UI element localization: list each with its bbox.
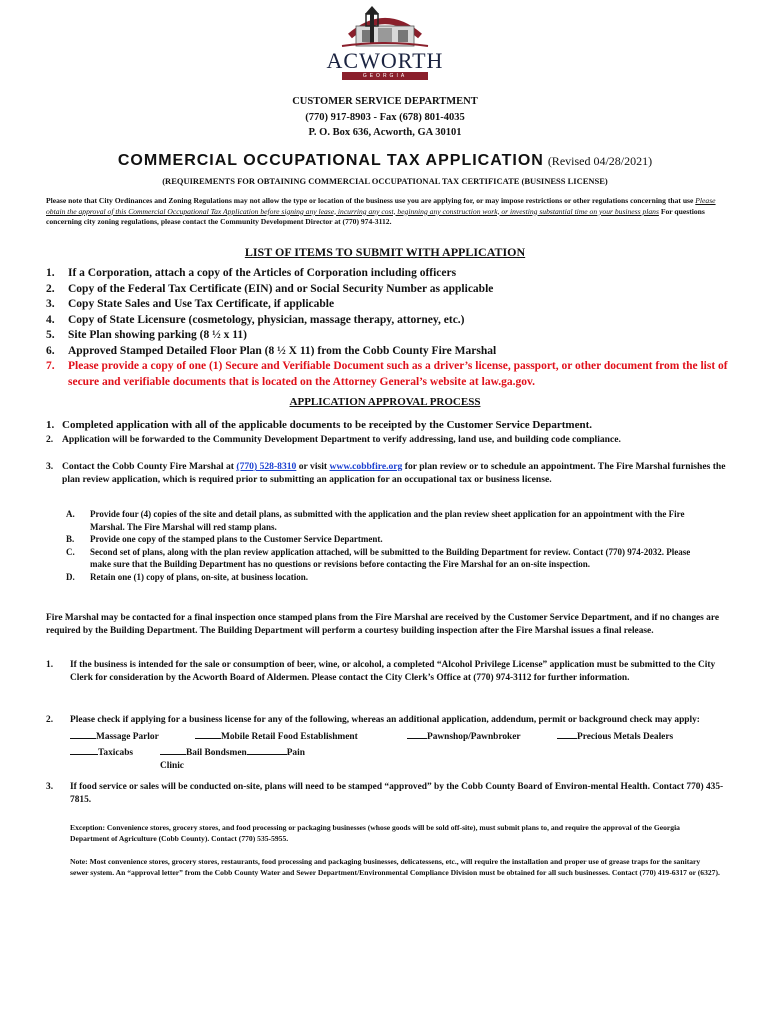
department-name: CUSTOMER SERVICE DEPARTMENT <box>292 96 478 107</box>
checkbox-bail-bondsmen[interactable]: Bail Bondsmen Pain Clinic <box>160 744 330 773</box>
list-heading: LIST OF ITEMS TO SUBMIT WITH APPLICATION <box>244 245 526 259</box>
logo-wordmark: ACWORTH <box>326 48 444 73</box>
grease-trap-note: Note: Most convenience stores, grocery stores, restaurants, food processing and packaging businesses, delicatessens, etc., will require the installation and proper use of grease traps for the sanitary sewer system. An “approval letter” from the Cobb County Water and Sewer Department/Environmental Compliance Division must be obtained for all such businesses. Contact (770) 419-6317 or (6327). <box>70 857 720 877</box>
list-item: 6. Approved Stamped Detailed Floor Plan (8 ½ X 11) from the Cobb County Fire Marshal <box>46 344 497 357</box>
logo-state: GEORGIA <box>362 73 408 79</box>
sub-step: A. Provide four (4) copies of the site and detail plans, as submitted with the application and the plan review sheet application for an appointment with the Fire Marshal. The Fire Marshal will red stamp plans. <box>66 509 685 532</box>
exception-note: Exception: Convenience stores, grocery stores, and food processing or packaging businesses (whose goods will be sold off-site), must submit plans to, and require the approval of the Georgia Department of Agriculture (Cobb County). Contact (770) 535-5955. <box>70 823 680 843</box>
checkbox-taxicabs[interactable]: Taxicabs <box>70 744 160 773</box>
list-item: 3. Copy State Sales and Use Tax Certificate, if applicable <box>46 298 335 310</box>
approval-step-1: 1. Completed application with all of the applicable documents to be receipted by the Customer Service Department. <box>46 419 592 431</box>
zoning-notice <box>46 196 726 228</box>
list-item: 2. Copy of the Federal Tax Certificate (EIN) and or Social Security Number as applicable <box>46 282 494 295</box>
sub-step: C. Second set of plans, along with the plan review application attached, will be submitted to the Building Department for review. Contact (770) 974-2032. Please make sure that the Building Department has no questions or revisions before contacting the Fire Marshal for an on-site inspection. <box>66 546 691 569</box>
form-title <box>0 152 770 170</box>
list-item: 4. Copy of State Licensure (cosmetology, physician, massage therapy, attorney, etc.) <box>46 313 465 326</box>
department-phone: (770) 917-8903 - Fax (678) 801-4035 <box>305 112 465 123</box>
approval-heading: APPLICATION APPROVAL PROCESS <box>289 396 481 408</box>
form-title-main: COMMERCIAL OCCUPATIONAL TAX APPLICATION <box>117 152 544 169</box>
approval-step-3: 3. Contact the Cobb County Fire Marshal at (770) 528-8310 or visit www.cobbfire.org for plan review or to schedule an appointment. The Fire Marshal furnishes the plan review application, which is required prior to submitting an application for an occupational tax or business license. <box>46 461 726 485</box>
list-item-secure-document: 7. Please provide a copy of one (1) Secure and Verifiable Document such as a driver’s license, passport, or other document from the list of secure and verifiable documents that is located on the Attorney General’s website at law.ga.gov. <box>46 360 728 388</box>
sub-step: B. Provide one copy of the stamped plans to the Customer Service Department. <box>66 534 383 544</box>
approval-step-2: 2. Application will be forwarded to the Community Development Department to verify addressing, land use, and building code compliance. <box>46 434 621 445</box>
notice-text-2: Please obtain the approval of this Commercial Occupational Tax Application before signing any lease, incurring any cost, beginning any construction work, or investing substantial time on your business plans <box>46 196 716 216</box>
food-service-item: 3. If food service or sales will be conducted on-site, plans will need to be stamped “approved” by the Cobb County Board of Environ-mental Health. Contact 770) 435-7815. <box>46 782 724 805</box>
notice-text-1: Please note that City Ordinances and Zoning Regulations may not allow the type or location of the business use you are applying for, or may impose restrictions or other regulations concerning that use <box>46 196 694 205</box>
alcohol-license-item: 1. If the business is intended for the sale or consumption of beer, wine, or alcohol, a completed “Alcohol Privilege License” application must be submitted to the City Clerk for consideration by the Acworth Board of Aldermen. Please contact the City Clerk’s Office at (770) 974-3112 for further information. <box>46 660 716 683</box>
sub-steps <box>66 508 706 583</box>
sub-step: D. Retain one (1) copy of plans, on-site, at business location. <box>66 571 309 582</box>
form-subtitle: (REQUIREMENTS FOR OBTAINING COMMERCIAL OCCUPATIONAL TAX CERTIFICATE (BUSINESS LICENSE) <box>162 176 608 186</box>
checklist-intro: Please check if applying for a business license for any of the following, whereas an additional application, addendum, permit or background check may apply: <box>70 715 700 725</box>
checkbox-massage-parlor[interactable]: Massage Parlor <box>70 728 195 744</box>
fire-marshal-phone-link[interactable]: (770) 528-8310 <box>236 461 297 472</box>
department-address: P. O. Box 636, Acworth, GA 30101 <box>308 127 462 138</box>
items-list <box>46 266 736 390</box>
checkbox-mobile-retail-food[interactable]: Mobile Retail Food Establishment <box>195 728 407 744</box>
checkbox-pawnshop[interactable]: Pawnshop/Pawnbroker <box>407 728 557 744</box>
special-license-checklist: 2. Please check if applying for a business license for any of the following, whereas an additional application, addendum, permit or background check may apply: Massage Parlor Mobile Retail Food Establishment Pawnshop/Pawnbroker Precious Metals Dealers Taxicabs Bail Bondsmen Pain Clinic <box>46 715 700 771</box>
form-revision: (Revised 04/28/2021) <box>547 154 653 168</box>
notice-text-3: For questions concerning city zoning regulations, please contact the Community Development Director at (770) 974-3112. <box>46 206 705 226</box>
fire-marshal-paragraph: Fire Marshal may be contacted for a final inspection once stamped plans from the Fire Marshal are received by the Customer Service Department, and if no changes are required by the Building Department. The Building Department will perform a courtesy building inspection after the Fire Marshal issues a final release. <box>46 613 720 636</box>
checkbox-precious-metals[interactable]: Precious Metals Dealers <box>557 728 673 744</box>
list-item: 1. If a Corporation, attach a copy of the Articles of Corporation including officers <box>46 267 457 279</box>
cobbfire-website-link[interactable]: www.cobbfire.org <box>329 461 403 472</box>
list-item: 5. Site Plan showing parking (8 ½ x 11) <box>46 329 247 341</box>
acworth-logo <box>322 4 448 86</box>
